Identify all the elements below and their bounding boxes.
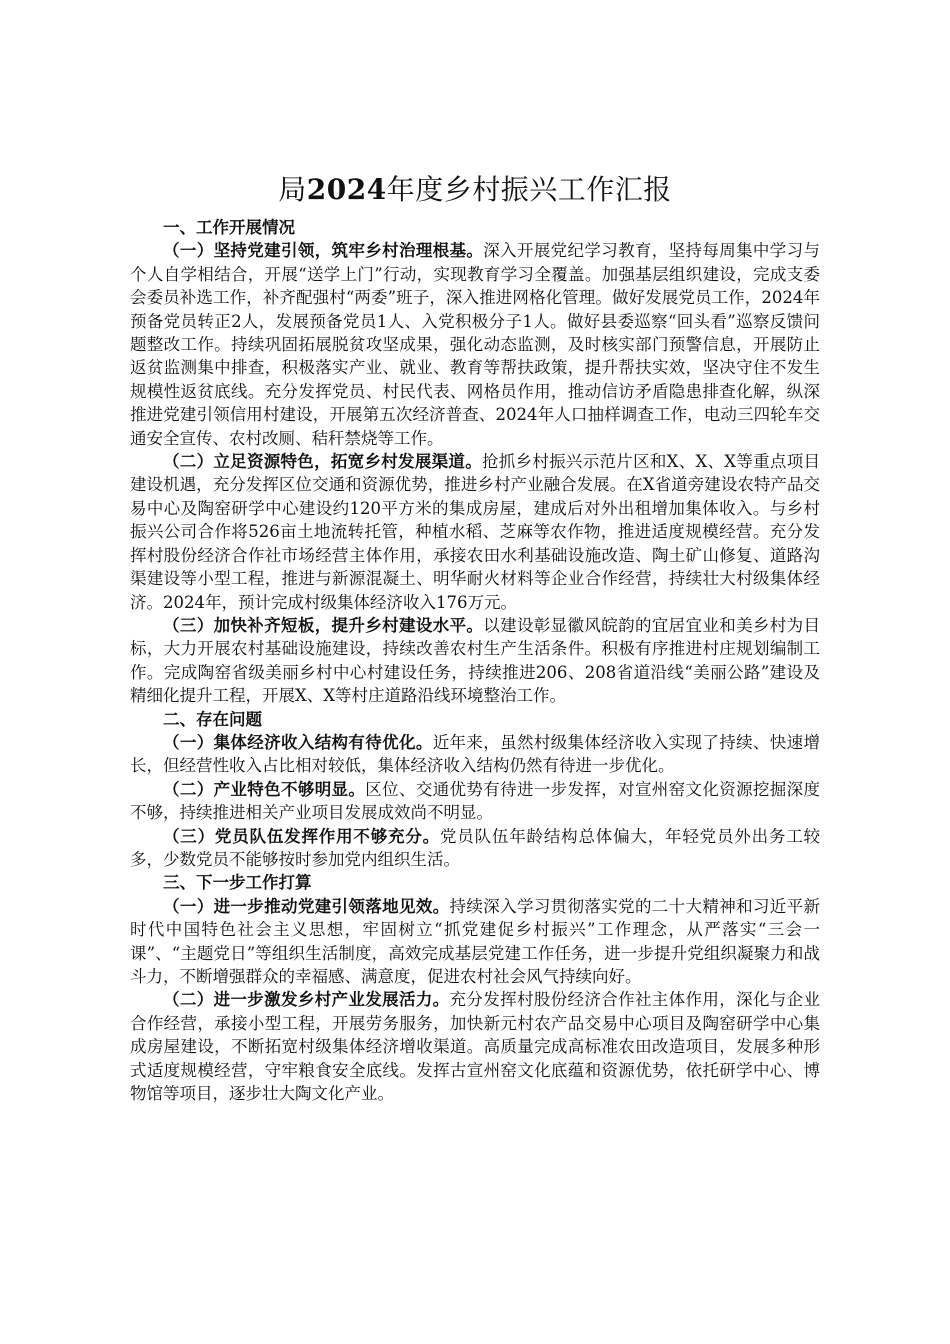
section-work-progress <box>130 216 820 708</box>
paragraph <box>130 614 820 708</box>
paragraph <box>130 731 820 778</box>
paragraph-lead: （三）党员队伍发挥作用不够充分。 <box>163 826 440 846</box>
section-next-steps <box>130 871 820 1105</box>
paragraph-body: 近年来，虽然村级集体经济收入实现了持续、快速增长，但经营性收入占比相对较低，集体经济收入结构仍然有待进一步优化。 <box>130 732 821 776</box>
paragraph <box>130 778 820 825</box>
section-heading: 三、下一步工作打算 <box>163 873 312 893</box>
paragraph-body: 抢抓乡村振兴示范片区和X、X、X等重点项目建设机遇，充分发挥区位交通和资源优势，推进乡村产业融合发展。在X省道旁建设农特产品交易中心及陶窑研学中心建设约120平方米的集成房屋，建成后对外出租增加集体收入。与乡村振兴公司合作将526亩土地流转托管，种植水稻、芝麻等农作物，推进适度规模经营。充分发挥村股份经济合作社市场经营主体作用，承接农田水利基础设施改造、陶土矿山修复、道路沟渠建设等小型工程，推进与新源混凝土、明华耐火材料等企业合作经营，持续壮大村级集体经济。2024年，预计完成村级集体经济收入176万元。 <box>130 452 820 612</box>
paragraph <box>130 988 820 1105</box>
paragraph <box>130 450 820 614</box>
title-prefix: 局 <box>278 173 307 206</box>
paragraph-body: 党员队伍年龄结构总体偏大，年轻党员外出务工较多，少数党员不能够按时参加党内组织生活。 <box>130 826 821 869</box>
paragraph-lead: （二）进一步激发乡村产业发展活力。 <box>163 990 450 1010</box>
paragraph-lead: （二）立足资源特色，拓宽乡村发展渠道。 <box>163 452 482 472</box>
paragraph-lead: （二）产业特色不够明显。 <box>163 779 366 799</box>
title-year: 2024 <box>306 173 387 206</box>
document-page <box>130 168 820 1105</box>
paragraph <box>130 239 820 450</box>
paragraph <box>130 895 820 989</box>
paragraph-lead: （一）集体经济收入结构有待优化。 <box>163 732 433 752</box>
paragraph <box>130 825 820 872</box>
paragraph-lead: （三）加快补齐短板，提升乡村建设水平。 <box>163 615 484 635</box>
paragraph-body: 区位、交通优势有待进一步发挥，对宣州窑文化资源挖掘深度不够，持续推进相关产业项目发展成效尚不明显。 <box>130 779 821 823</box>
document-title <box>130 168 820 212</box>
paragraph-body: 深入开展党纪学习教育，坚持每周集中学习与个人自学相结合，开展“送学上门”行动，实现教育学习全覆盖。加强基层组织建设，完成支委会委员补选工作，补齐配强村“两委”班子，深入推进网格化管理。做好发展党员工作，2024年预备党员转正2人，发展预备党员1人、入党积极分子1人。做好县委巡察“回头看”巡察反馈问题整改工作。持续巩固拓展脱贫攻坚成果，强化动态监测，及时核实部门预警信息，开展防止返贫监测集中排查，积极落实产业、就业、教育等帮扶政策，提升帮扶实效，坚决守住不发生规模性返贫底线。充分发挥党员、村民代表、网格员作用，推动信访矛盾隐患排查化解，纵深推进党建引领信用村建设，开展第五次经济普查、2024年人口抽样调查工作，电动三四轮车交通安全宣传、农村改厕、秸秆禁烧等工作。 <box>130 241 821 448</box>
paragraph-lead: （一）进一步推动党建引领落地见效。 <box>163 896 450 916</box>
paragraph-body: 充分发挥村股份经济合作社主体作用，深化与企业合作经营，承接小型工程，开展劳务服务，加快新元村农产品交易中心项目及陶窑研学中心集成房屋建设，不断拓宽村级集体经济增收渠道。高质量完成高标准农田改造项目，发展多种形式适度规模经营，守牢粮食安全底线。发挥古宣州窑文化底蕴和资源优势，依托研学中心、博物馆等项目，逐步壮大陶文化产业。 <box>130 990 821 1104</box>
paragraph-lead: （一）坚持党建引领，筑牢乡村治理根基。 <box>163 241 484 261</box>
title-suffix: 年度乡村振兴工作汇报 <box>386 173 672 206</box>
section-existing-problems <box>130 708 820 872</box>
section-heading: 一、工作开展情况 <box>163 218 295 237</box>
paragraph-body: 以建设彰显徽风皖韵的宜居宜业和美乡村为目标，大力开展农村基础设施建设，持续改善农村生产生活条件。积极有序推进村庄规划编制工作。完成陶窑省级美丽乡村中心村建设任务，持续推进206、208省道沿线“美丽公路”建设及精细化提升工程，开展X、X等村庄道路沿线环境整治工作。 <box>130 615 821 706</box>
section-heading: 二、存在问题 <box>163 709 262 729</box>
paragraph-body: 持续深入学习贯彻落实党的二十大精神和习近平新时代中国特色社会主义思想，牢固树立“抓党建促乡村振兴”工作理念，从严落实“三会一课”、“主题党日”等组织生活制度，高效完成基层党建工作任务，进一步提升党组织凝聚力和战斗力，不断增强群众的幸福感、满意度，促进农村社会风气持续向好。 <box>130 896 821 986</box>
